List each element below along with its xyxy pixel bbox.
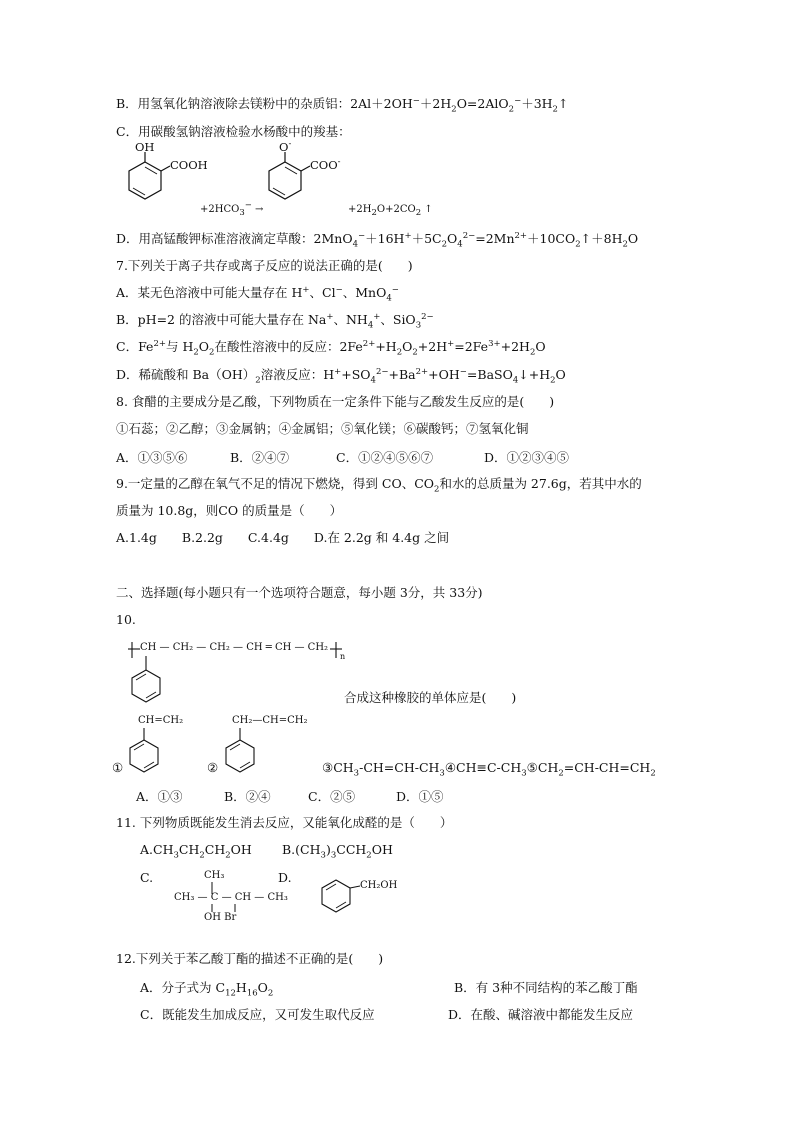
q8-option-a: A．①③⑤⑥	[116, 450, 188, 465]
o-minus-label: O-	[279, 139, 292, 154]
monomer-2-structure	[222, 715, 308, 778]
monomers-3-4-5: $③CH_3-CH=CH-CH_3④CH\equiv C-CH_3⑤CH_2=CH-CH=CH_2$	[322, 760, 656, 779]
q12-option-a: A．分子式为 $C_{12}H_{16}O_2$	[140, 980, 274, 999]
q11-d-structure	[316, 872, 406, 922]
q11-stem: 11. 下列物质既能发生消去反应，又能氧化成醛的是（ ）	[116, 815, 453, 830]
q9-stem-line1: 9.一定量的乙醇在氧气不足的情况下燃烧，得到 CO、$CO_2$和水的总质量为 27.6g，若其中水的	[116, 476, 642, 495]
monomer-1-structure	[126, 715, 186, 778]
q10-option-a: A．①③	[136, 789, 183, 804]
q10-option-b: B．②④	[224, 789, 271, 804]
q7-stem: 7.下列关于离子共存或离子反应的说法正确的是( )	[116, 258, 413, 273]
q12-option-d: D．在酸、碱溶液中都能发生反应	[448, 1007, 634, 1022]
q10-option-c: C．②⑤	[308, 789, 356, 804]
q10-option-d: D．①⑤	[396, 789, 444, 804]
q12-option-c: C．既能发生加成反应，又可发生取代反应	[140, 1007, 375, 1022]
salicylate-structure	[252, 139, 362, 220]
q8-option-c: C．①②④⑤⑥⑦	[336, 450, 434, 465]
oh-label: OH	[135, 140, 155, 154]
q6-option-c: C．用碳酸氢钠溶液检验水杨酸中的羧基：	[116, 124, 351, 139]
c-bottom: OH Br	[204, 912, 237, 923]
cooh-label: COOH	[170, 158, 208, 172]
q8-option-b: B．②④⑦	[230, 450, 290, 465]
q10-stem: 合成这种橡胶的单体应是( )	[344, 690, 517, 705]
polymer-chain: CH — CH₂ — CH₂ — CH ═ CH — CH₂	[140, 642, 329, 653]
polymer-n: n	[340, 652, 346, 661]
q11-option-c-label: C.	[140, 870, 154, 885]
d-group: CH₂OH	[360, 880, 398, 891]
reagent-hco3: $+2HCO_3^-$ →	[200, 200, 264, 218]
q9-options: A.1.4g B.2.2g C.4.4g D.在 2.2g 和 4.4g 之间	[116, 530, 450, 545]
monomer-1-group: CH=CH₂	[138, 715, 184, 726]
q8-list: ①石蕊；②乙醇；③金属钠；④金属铝；⑤氧化镁；⑥碳酸钙；⑦氢氧化铜	[116, 421, 529, 436]
q7-option-d: D．稀硫酸和 $Ba(OH)_2$溶液反应：$H^++SO_4^{2-}+Ba^{2+}+OH^-=BaSO_4↓+H_2O$	[116, 366, 566, 386]
c-chain: CH₃ — C — CH — CH₃	[174, 892, 288, 903]
q12-stem: 12.下列关于苯乙酸丁酯的描述不正确的是( )	[116, 951, 384, 966]
products-label: $+2H_2O+2CO_2$ ↑	[348, 204, 433, 218]
q7-option-a: A．某无色溶液中可能大量存在 H+、Cl−、MnO$_4$−	[116, 284, 399, 304]
q8-stem: 8. 食醋的主要成分是乙酸，下列物质在一定条件下能与乙酸发生反应的是( )	[116, 394, 555, 409]
q6-option-d: D．用高锰酸钾标准溶液滴定草酸：$2MnO_4^-+16H^++5C_2O_4^{2-}=2Mn^{2+}+10CO_2↑+8H_2O$	[116, 230, 639, 250]
q12-option-b: B．有 3种不同结构的苯乙酸丁酯	[454, 980, 638, 995]
c-top-ch3: CH₃	[204, 870, 225, 881]
q11-option-b: $B.(CH_3)_3CCH_2OH$	[282, 842, 393, 861]
q8-option-d: D．①②③④⑤	[484, 450, 570, 465]
polymer-structure	[128, 636, 368, 706]
monomer-2-group: CH₂—CH=CH₂	[232, 715, 308, 726]
q11-c-structure	[172, 870, 288, 923]
q6-option-b: B．用氢氧化钠溶液除去镁粉中的杂质铝：$2Al+2OH^-+2H_2O=2AlO_2^-+3H_2↑$	[116, 95, 569, 115]
q9-stem-line2: 质量为 10.8g，则CO 的质量是（ ）	[116, 503, 343, 518]
q7-option-c: C．$Fe^{2+}$与 $H_2O_2$在酸性溶液中的反应：$2Fe^{2+}+H_2O_2+2H^+=2Fe^{3+}+2H_2O$	[116, 338, 546, 358]
monomer-2-label: ②	[207, 760, 219, 775]
coo-minus-label: COO-	[310, 157, 341, 172]
q7-option-b: B．pH=2 的溶液中可能大量存在 Na+、$NH_4^+$、SiO$_3^{2-}$	[116, 311, 434, 331]
monomer-1-label: ①	[112, 760, 124, 775]
q11-option-a: $A.CH_3CH_2CH_2OH$	[140, 842, 252, 861]
q10-number: 10.	[116, 612, 136, 627]
q11-option-d-label: D.	[278, 870, 292, 885]
section-2-title: 二、选择题(每小题只有一个选项符合题意，每小题 3分，共 33分)	[116, 585, 483, 600]
